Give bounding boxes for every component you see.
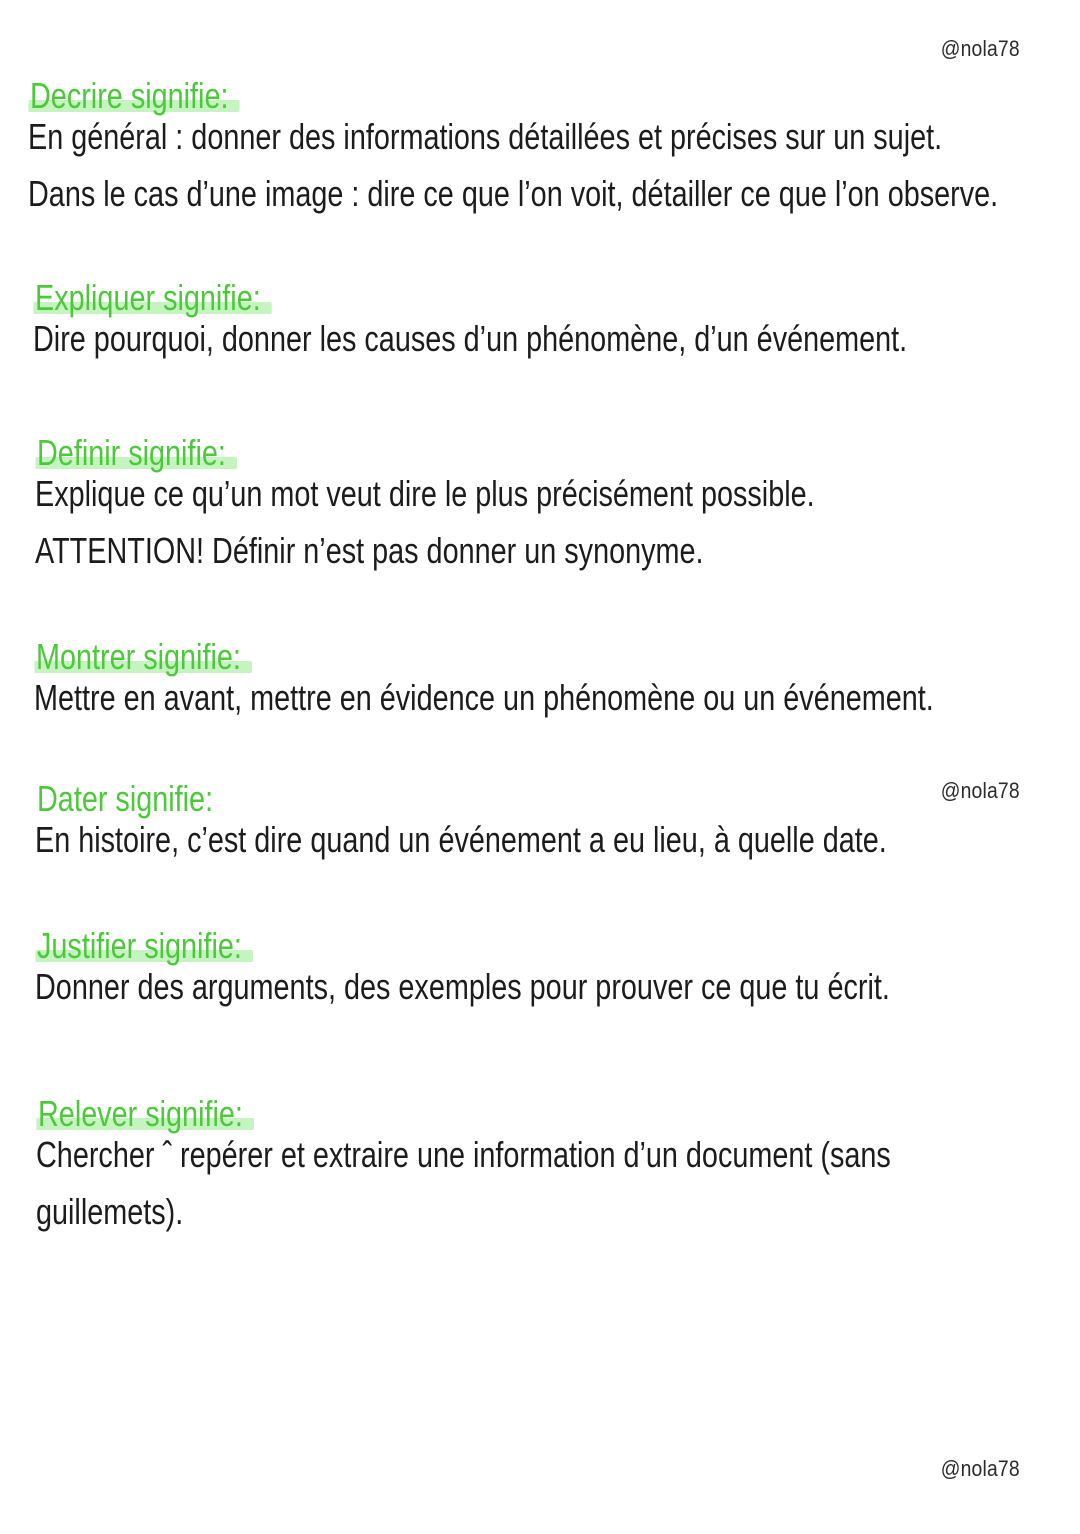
definition-line: guillemets). xyxy=(36,1191,184,1232)
section-heading: Definir signifie: xyxy=(37,433,226,473)
section-heading: Expliquer signifie: xyxy=(35,278,261,318)
watermark: @nola78 xyxy=(940,778,1020,803)
watermark: @nola78 xyxy=(940,36,1020,61)
definition-dater xyxy=(37,779,1077,868)
definition-expliquer xyxy=(35,278,1075,367)
definition-montrer xyxy=(36,637,1076,726)
definition-line: Dire pourquoi, donner les causes d’un phénomène, d’un événement. xyxy=(33,318,908,359)
definition-line: ATTENTION! Définir n’est pas donner un synonyme. xyxy=(35,530,704,571)
definition-line: Donner des arguments, des exemples pour prouver ce que tu écrit. xyxy=(35,966,890,1007)
section-heading: Montrer signifie: xyxy=(36,637,241,677)
definition-line: Explique ce qu’un mot veut dire le plus précisément possible. xyxy=(35,473,815,514)
definition-line: En général : donner des informations détaillées et précises sur un sujet. xyxy=(28,116,943,157)
definition-decrire xyxy=(30,76,1070,222)
definition-line: En histoire, c’est dire quand un événement a eu lieu, à quelle date. xyxy=(35,819,887,860)
definition-definir xyxy=(37,433,1077,579)
definition-line: Chercher ˆ repérer et extraire une information d’un document (sans xyxy=(36,1134,891,1175)
section-heading: Decrire signifie: xyxy=(30,76,228,116)
section-heading: Justifier signifie: xyxy=(37,926,242,966)
watermark: @nola78 xyxy=(940,1456,1020,1481)
section-heading: Dater signifie: xyxy=(37,778,214,819)
definition-justifier xyxy=(37,926,1077,1015)
definition-relever xyxy=(38,1094,1078,1240)
definition-line: Mettre en avant, mettre en évidence un phénomène ou un événement. xyxy=(34,677,934,718)
definition-line: Dans le cas d’une image : dire ce que l’on voit, détailler ce que l’on observe. xyxy=(28,173,999,214)
section-heading: Relever signifie: xyxy=(38,1094,243,1134)
